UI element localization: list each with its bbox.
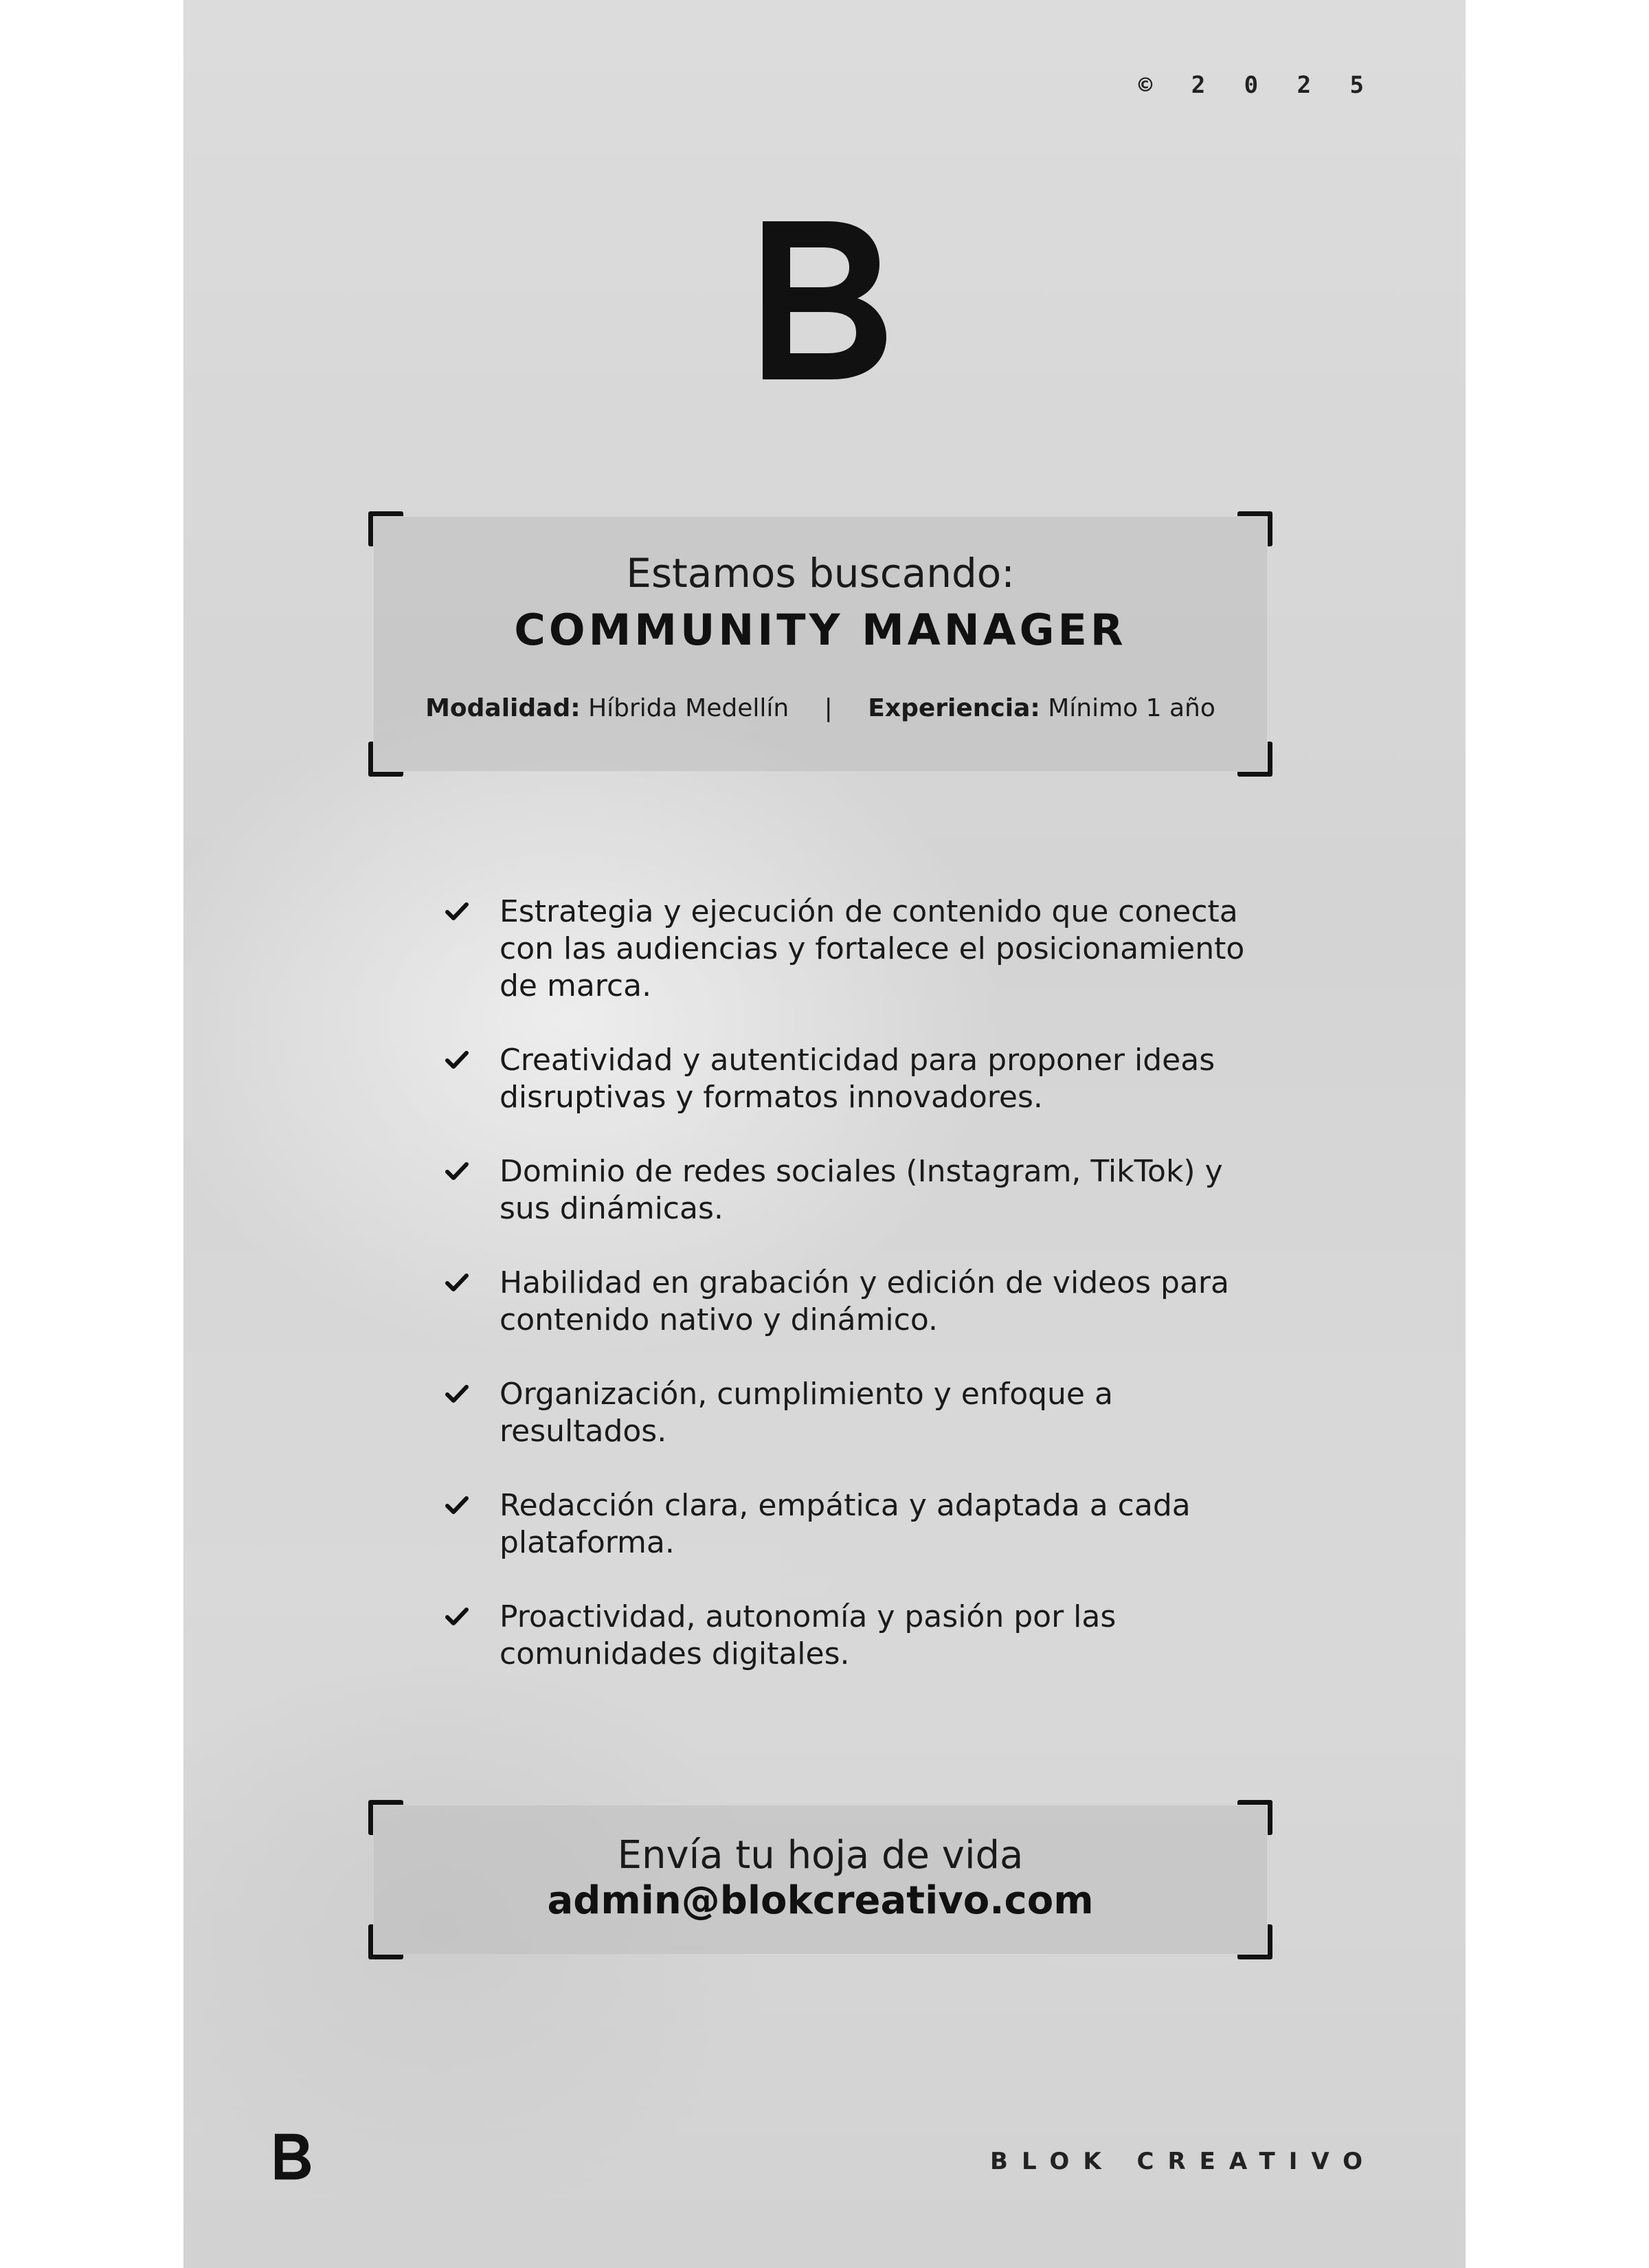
requirement-item bbox=[445, 1265, 1269, 1339]
requirement-item bbox=[445, 893, 1269, 1005]
checkmark-icon bbox=[445, 1604, 469, 1629]
frame-corner-top-right bbox=[1237, 511, 1272, 546]
blok-logo-icon bbox=[763, 221, 886, 379]
cta-title: Envía tu hoja de vida bbox=[617, 1833, 1024, 1878]
requirements-list bbox=[445, 893, 1269, 1710]
requirement-text: Redacción clara, empática y adaptada a cada plataforma. bbox=[500, 1488, 1191, 1560]
intro-heading: Estamos buscando: bbox=[626, 550, 1015, 597]
cta-panel bbox=[374, 1805, 1267, 1954]
requirement-text: Dominio de redes sociales (Instagram, TikTok) y sus dinámicas. bbox=[500, 1154, 1223, 1226]
requirement-item bbox=[445, 1487, 1269, 1561]
blok-small-logo-icon bbox=[275, 2133, 311, 2180]
frame-corner-top-left bbox=[368, 511, 403, 546]
copyright-text: © 2 0 2 5 bbox=[1138, 71, 1376, 99]
experience-value: Mínimo 1 año bbox=[1048, 694, 1215, 722]
details-separator: | bbox=[824, 694, 833, 722]
requirement-text: Creatividad y autenticidad para proponer ideas disruptivas y formatos innovadores. bbox=[500, 1043, 1215, 1115]
experience-label: Experiencia: bbox=[868, 694, 1040, 722]
requirement-item bbox=[445, 1042, 1269, 1116]
brand-name: BLOK CREATIVO bbox=[990, 2148, 1376, 2175]
frame-corner-top-left bbox=[368, 1800, 403, 1835]
modality-value: Híbrida Medellín bbox=[588, 694, 789, 722]
requirement-text: Habilidad en grabación y edición de videos para contenido nativo y dinámico. bbox=[500, 1265, 1229, 1337]
requirement-text: Proactividad, autonomía y pasión por las comunidades digitales. bbox=[500, 1599, 1117, 1671]
job-poster bbox=[183, 0, 1466, 2268]
checkmark-icon bbox=[445, 1159, 469, 1183]
frame-corner-bottom-left bbox=[368, 742, 403, 777]
requirement-text: Estrategia y ejecución de contenido que conecta con las audiencias y fortalece el posicionamiento de marca. bbox=[500, 894, 1245, 1003]
modality-label: Modalidad: bbox=[425, 694, 581, 722]
checkmark-icon bbox=[445, 899, 469, 924]
job-details bbox=[374, 694, 1267, 722]
requirement-item bbox=[445, 1599, 1269, 1673]
checkmark-icon bbox=[445, 1493, 469, 1517]
frame-corner-bottom-right bbox=[1237, 1924, 1272, 1959]
checkmark-icon bbox=[445, 1270, 469, 1295]
checkmark-icon bbox=[445, 1047, 469, 1072]
job-offer-panel bbox=[374, 517, 1267, 771]
frame-corner-bottom-left bbox=[368, 1924, 403, 1959]
requirement-item bbox=[445, 1153, 1269, 1227]
frame-corner-bottom-right bbox=[1237, 742, 1272, 777]
frame-corner-top-right bbox=[1237, 1800, 1272, 1835]
requirement-text: Organización, cumplimiento y enfoque a resultados. bbox=[500, 1377, 1113, 1449]
contact-email: admin@blokcreativo.com bbox=[547, 1878, 1094, 1923]
requirement-item bbox=[445, 1376, 1269, 1450]
checkmark-icon bbox=[445, 1381, 469, 1406]
role-title: COMMUNITY MANAGER bbox=[514, 605, 1127, 655]
